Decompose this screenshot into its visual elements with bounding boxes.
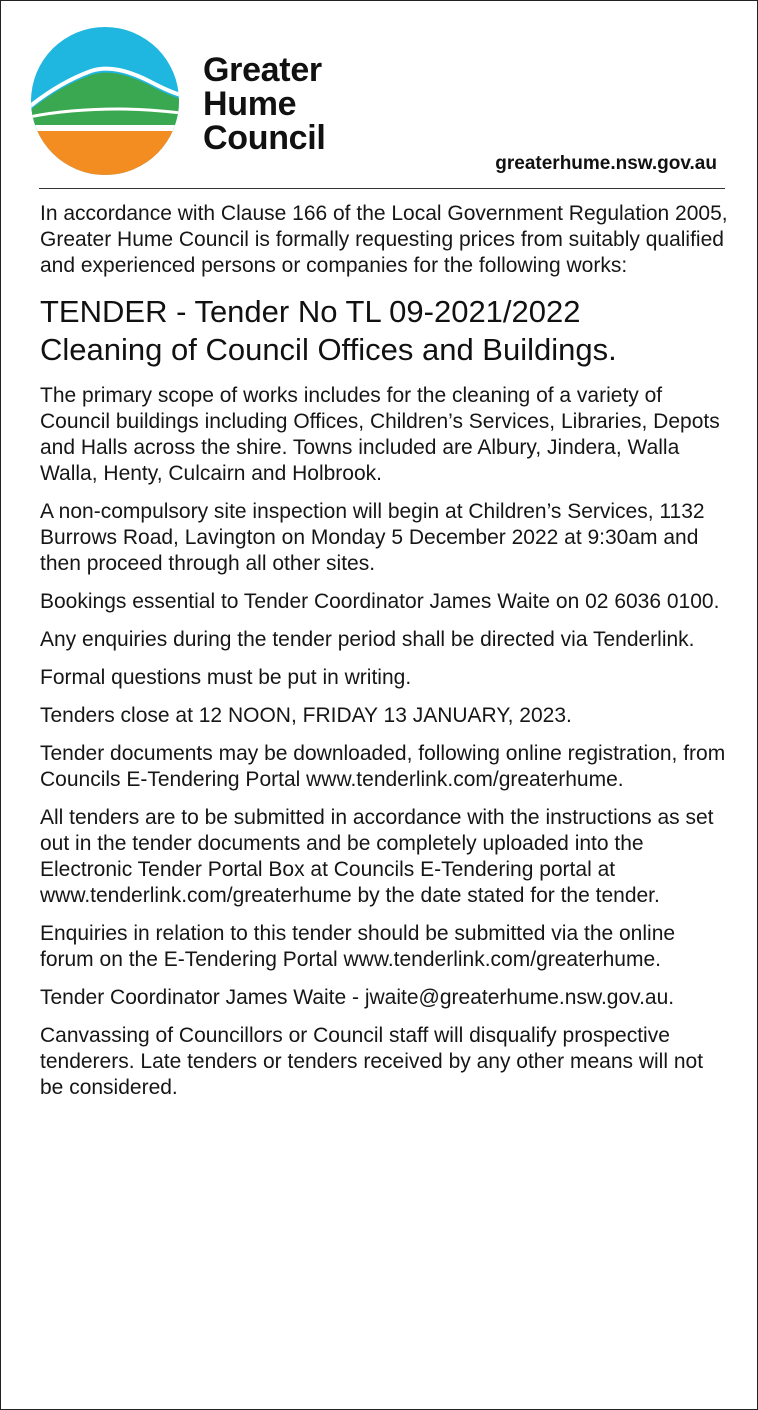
logo-band: [29, 129, 181, 177]
header-divider: [39, 188, 725, 189]
website-url: greaterhume.nsw.gov.au: [495, 153, 717, 174]
documents-paragraph: Tender documents may be downloaded, following online registration, from Councils E-Tendering Portal www.tenderlink.com/greaterhume.: [40, 742, 726, 791]
scope-paragraph: The primary scope of works includes for the cleaning of a variety of Council buildings including Offices, Children’s Services, Libraries, Depots and Halls across the shire. Towns included are Albury, Jindera, Walla Walla, Henty, Culcairn and Holbrook.: [40, 384, 720, 485]
canvassing-paragraph: Canvassing of Councillors or Council staff will disqualify prospective tenderers. Late tenders or tenders received by any other means will not be considered.: [40, 1024, 704, 1099]
brand-line-1: Greater: [203, 51, 322, 89]
coordinator-paragraph: Tender Coordinator James Waite - jwaite@greaterhume.nsw.gov.au.: [40, 986, 675, 1009]
council-wordmark: [203, 53, 326, 155]
site-inspection-paragraph: A non-compulsory site inspection will begin at Children’s Services, 1132 Burrows Road, Lavington on Monday 5 December 2022 at 9:30am and then proceed through all other sites.: [40, 500, 705, 575]
tender-title-line-1: TENDER - Tender No TL 09-2021/2022: [40, 294, 581, 329]
brand-line-2: Hume: [203, 85, 297, 123]
formal-questions-paragraph: Formal questions must be put in writing.: [40, 666, 412, 689]
tender-title: [40, 293, 730, 369]
notice-body: [40, 201, 730, 1113]
enquiries-paragraph: Any enquiries during the tender period shall be directed via Tenderlink.: [40, 628, 695, 651]
closing-date-paragraph: Tenders close at 12 NOON, FRIDAY 13 JANUARY, 2023.: [40, 704, 572, 727]
submission-paragraph: All tenders are to be submitted in accordance with the instructions as set out in the tender documents and be completely uploaded into the Electronic Tender Portal Box at Councils E-Tendering portal at www.tenderlink.com/greaterhume by the date stated for the tender.: [40, 806, 714, 907]
council-logo: [29, 25, 181, 177]
tender-title-line-2: Cleaning of Council Offices and Buildings.: [40, 332, 617, 367]
forum-paragraph: Enquiries in relation to this tender should be submitted via the online forum on the E-Tendering Portal www.tenderlink.com/greaterhume.: [40, 922, 676, 971]
brand-line-3: Council: [203, 119, 326, 157]
intro-paragraph: In accordance with Clause 166 of the Local Government Regulation 2005, Greater Hume Council is formally requesting prices from suitably qualified and experienced persons or companies for the following works:: [40, 202, 728, 277]
bookings-paragraph: Bookings essential to Tender Coordinator James Waite on 02 6036 0100.: [40, 590, 720, 613]
